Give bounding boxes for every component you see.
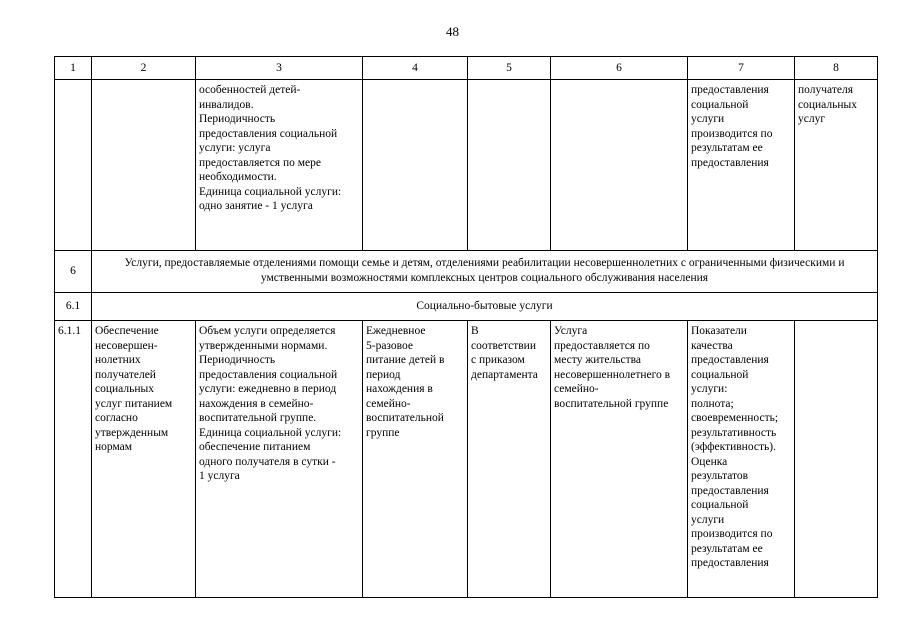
- page-number: 48: [446, 24, 459, 39]
- table-cell: [363, 80, 468, 251]
- service-quality-indicators: Показатели качества предоставления социальной услуги: полнота; своевременность; результативность (эффективность). Оценка результатов предоставления социальной услуги производится по результатам ее предоставления: [688, 321, 795, 598]
- column-header: 7: [688, 57, 795, 80]
- column-header: 1: [55, 57, 92, 80]
- table-cell: предоставления социальной услуги производится по результатам ее предоставления: [688, 80, 795, 251]
- table-row: [55, 80, 878, 251]
- subsection-title: Социально-бытовые услуги: [92, 293, 878, 321]
- service-standard: Ежедневное 5-разовое питание детей в период нахождения в семейно- воспитательной группе: [363, 321, 468, 598]
- service-description: Объем услуги определяется утвержденными нормами. Периодичность предоставления социальной услуги: ежедневно в период нахождения в семейно- воспитательной группе. Единица социальной услуги: обеспечение питанием одного получателя в сутки - 1 услуга: [196, 321, 363, 598]
- table-cell: [795, 321, 878, 598]
- services-table: [54, 56, 878, 598]
- column-header: 4: [363, 57, 468, 80]
- section-title: Услуги, предоставляемые отделениями помощи семье и детям, отделениями реабилитации несовершеннолетних с ограниченными физическими и умственными возможностями комплексных центров социального обслуживания населения: [92, 251, 878, 293]
- column-header: 2: [92, 57, 196, 80]
- service-tariff: В соответствии с приказом департамента: [468, 321, 551, 598]
- table-header-row: [55, 57, 878, 80]
- column-header: 6: [551, 57, 688, 80]
- service-name: Обеспечение несовершен- нолетних получателей социальных услуг питанием согласно утвержденным нормам: [92, 321, 196, 598]
- service-number: 6.1.1: [55, 321, 92, 598]
- table-cell: [55, 80, 92, 251]
- table-cell: [551, 80, 688, 251]
- table-cell: получателя социальных услуг: [795, 80, 878, 251]
- service-conditions: Услуга предоставляется по месту жительства несовершеннолетнего в семейно- воспитательной группе: [551, 321, 688, 598]
- table-row: [55, 321, 878, 598]
- section-row: [55, 251, 878, 293]
- table-cell: [92, 80, 196, 251]
- column-header: 8: [795, 57, 878, 80]
- table-cell: [468, 80, 551, 251]
- subsection-row: [55, 293, 878, 321]
- column-header: 5: [468, 57, 551, 80]
- subsection-number: 6.1: [55, 293, 92, 321]
- section-number: 6: [55, 251, 92, 293]
- table-cell: особенностей детей- инвалидов. Периодичность предоставления социальной услуги: услуга предоставляется по мере необходимости. Единица социальной услуги: одно занятие - 1 услуга: [196, 80, 363, 251]
- column-header: 3: [196, 57, 363, 80]
